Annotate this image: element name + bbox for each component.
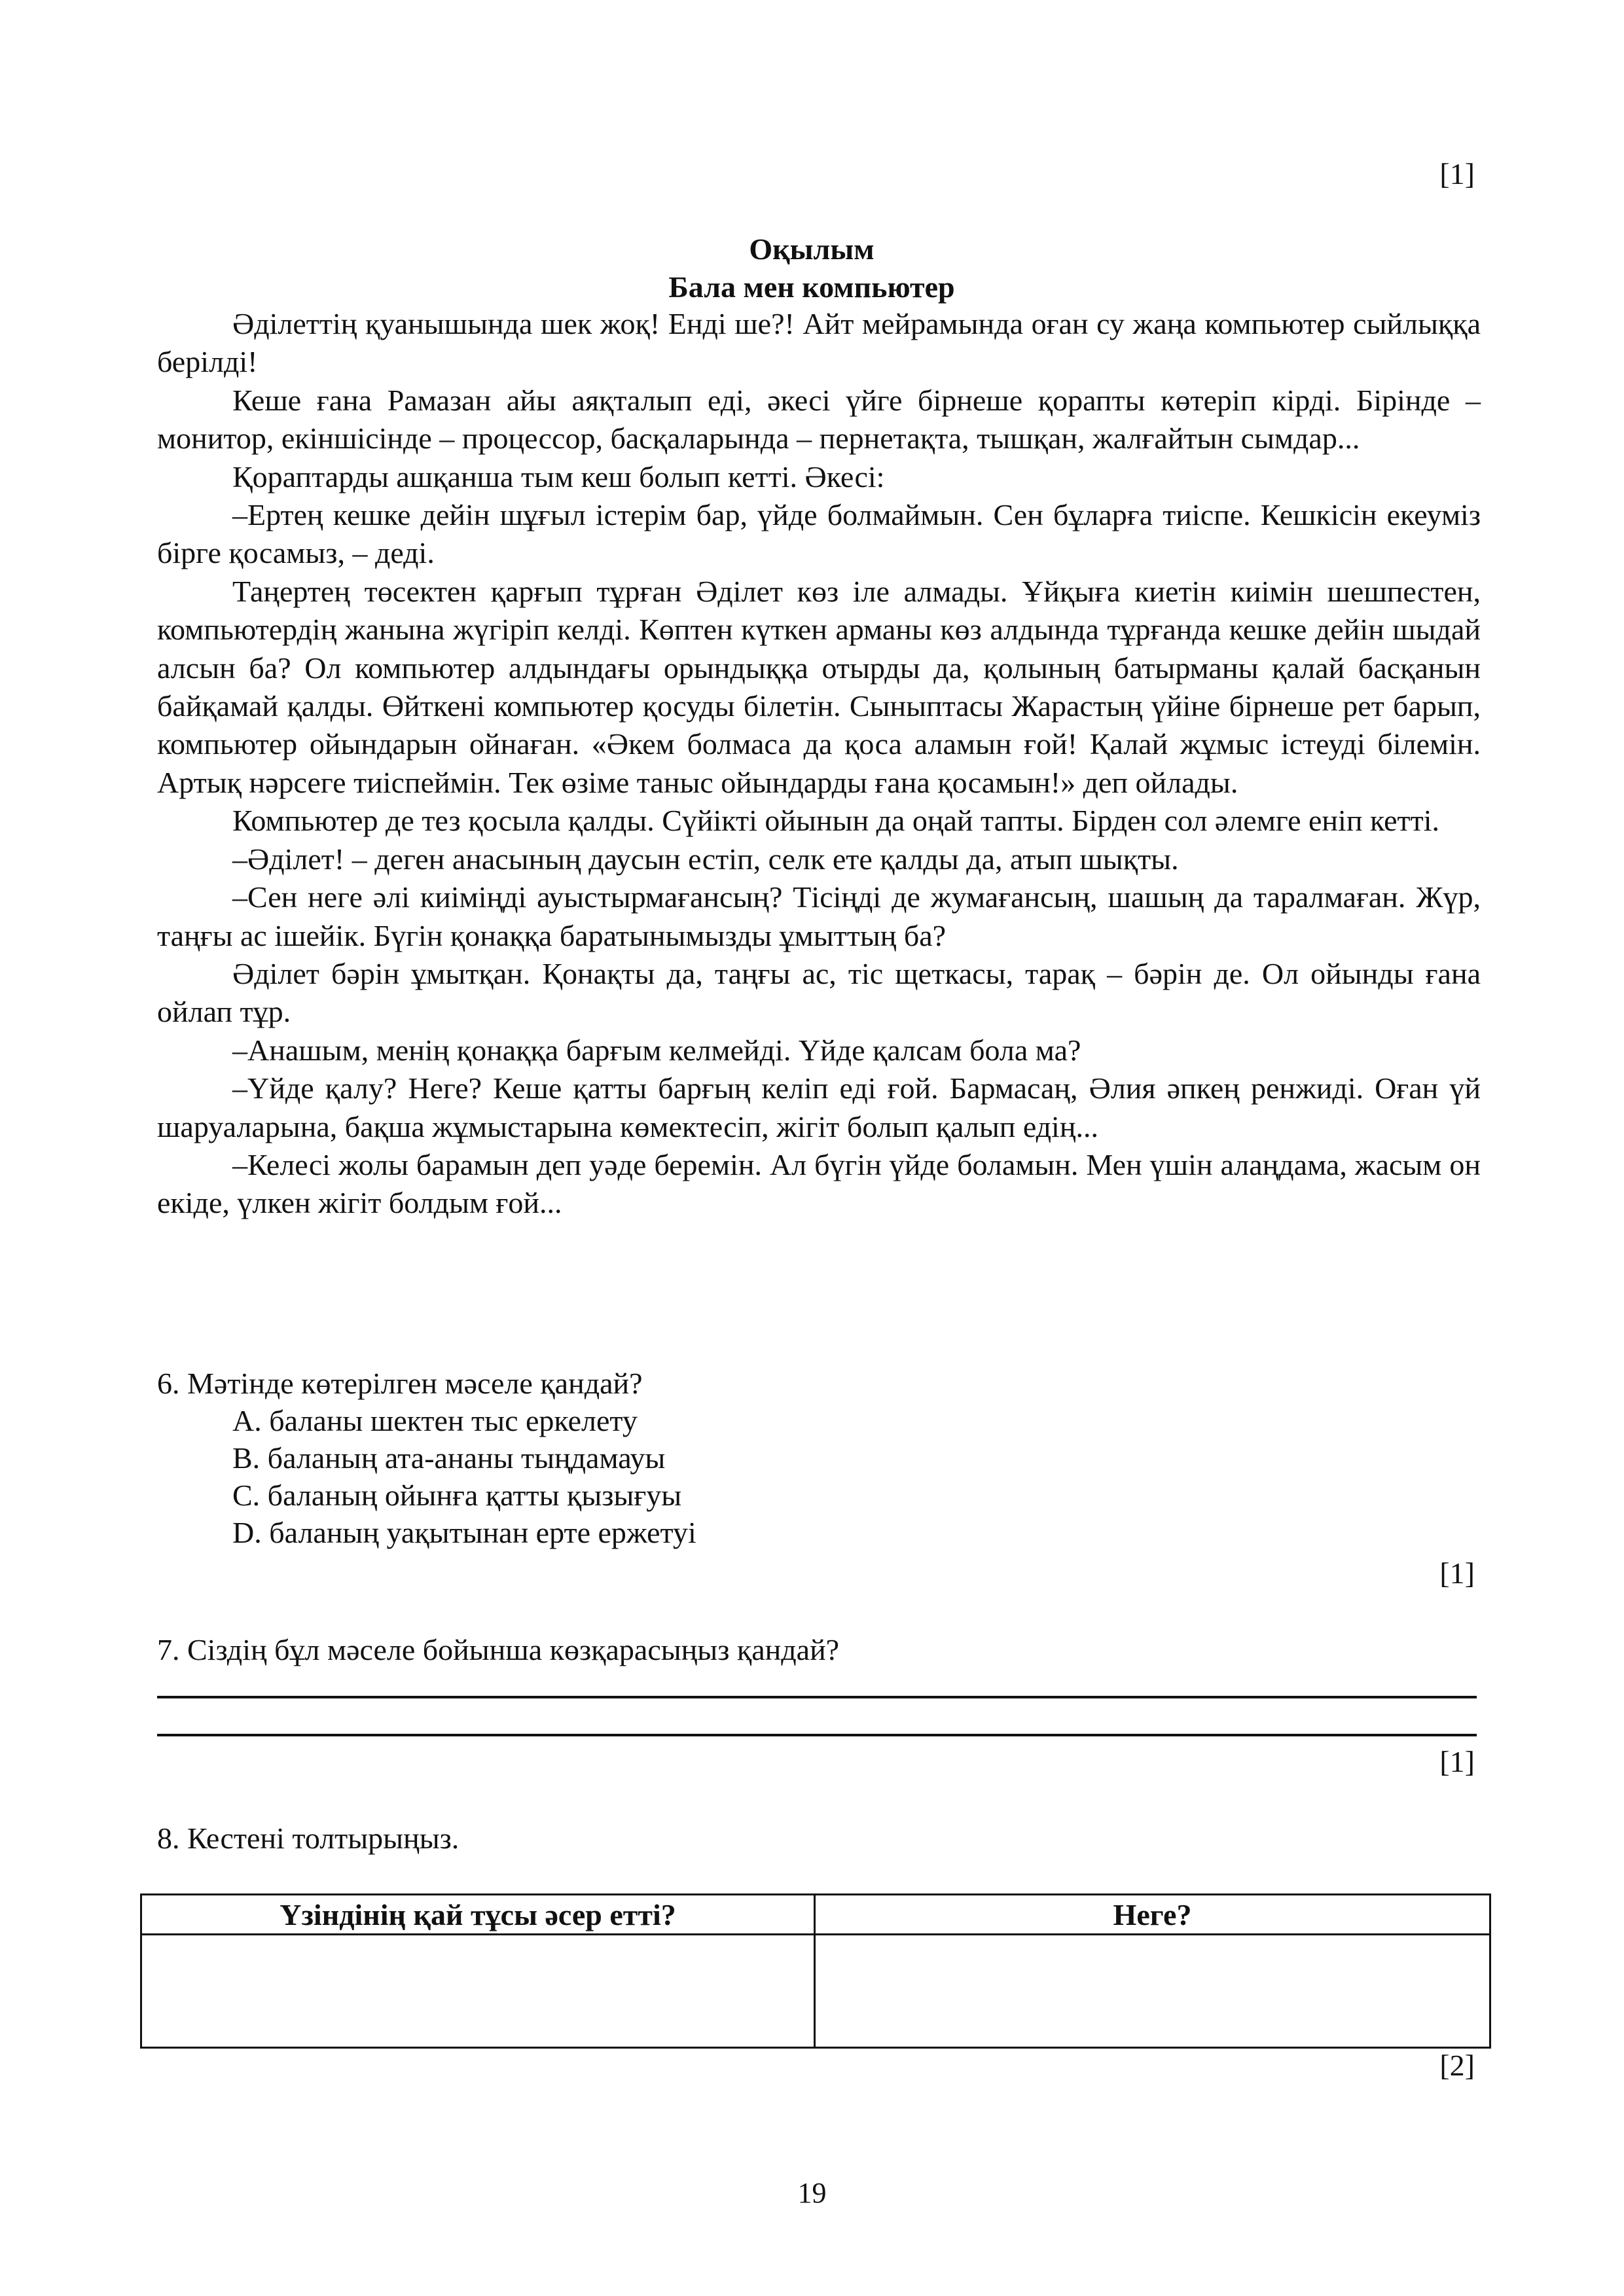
section-title: Оқылым (749, 232, 875, 266)
score-mark-top: [1] (1439, 157, 1475, 190)
story-paragraph: Таңертең төсектен қарғып тұрған Әділет көз іле алмады. Ұйқыға киетін киімін шешпестен, компьютердің жанына жүгіріп келді. Көптен күткен арманы көз алдында тұрғанда кешке дейін шыдай алсын ба? Ол компьютер алдындағы орындыққа отырды да, қолының батырманы қалай басқанын байқамай қалды. Өйткені компьютер қосуды білетін. Сыныптасы Жарастың үйіне бірнеше рет барып, компьютер ойындарын ойнаған. «Әкем болмаса да қоса аламын ғой! Қалай жұмыс істеуді білемін. Артық нәрсеге тиіспеймін. Тек өзіме таныс ойындарды ғана қосамын!» деп ойлады. (157, 574, 1481, 799)
table-header-why: Неге? (815, 1895, 1490, 1935)
question-6-option-a: A. баланы шектен тыс еркелету (232, 1404, 638, 1437)
story-paragraph: –Сен неге әлі киіміңді ауыстырмағансың? Тісіңді де жумағансың, шашың да таралмаған. Жүр, таңғы ас ішейік. Бүгін қонаққа баратынымызды ұмыттың ба? (157, 880, 1481, 952)
table-answer-row (141, 1935, 1490, 2048)
table-header-row (141, 1895, 1490, 1935)
story-paragraph: Қораптарды ашқанша тым кеш болып кетті. Әкесі: (232, 459, 885, 493)
table-header-passage: Үзіндінің қай тұсы әсер етті? (141, 1895, 815, 1935)
page-number: 19 (797, 2177, 827, 2209)
answer-line[interactable] (157, 1734, 1477, 1736)
table-cell-why-answer[interactable] (815, 1935, 1490, 2048)
table-cell-passage-answer[interactable] (141, 1935, 815, 2048)
question-6-option-b: B. баланың ата-ананы тыңдамауы (232, 1441, 666, 1475)
answer-line[interactable] (157, 1696, 1477, 1698)
answer-table (140, 1893, 1491, 2049)
story-paragraph: Кеше ғана Рамазан айы аяқталып еді, әкесі үйге бірнеше қорапты көтеріп кірді. Бірінде – монитор, екіншісінде – процессор, басқаларында – пернетақта, тышқан, жалғайтын сымдар... (157, 383, 1481, 456)
story-paragraph: –Анашым, менің қонаққа барғым келмейді. Үйде қалсам бола ма? (232, 1033, 1081, 1067)
question-8-text: 8. Кестені толтырыңыз. (157, 1821, 460, 1855)
score-mark-q6: [1] (1439, 1556, 1475, 1590)
question-6-option-c: C. баланың ойынға қатты қызығуы (232, 1479, 682, 1512)
story-paragraph: Компьютер де тез қосыла қалды. Сүйікті ойынын да оңай тапты. Бірден сол әлемге еніп кетті. (232, 804, 1440, 838)
story-paragraph: –Келесі жолы барамын деп уәде беремін. Ал бүгін үйде боламын. Мен үшін алаңдама, жасым он екіде, үлкен жігіт болдым ғой... (157, 1147, 1481, 1220)
story-paragraph: Әділет бәрін ұмытқан. Қонақты да, таңғы ас, тіс щеткасы, тарақ – бәрін де. Ол ойынды ғана ойлап тұр. (157, 956, 1481, 1029)
question-7-text: 7. Сіздің бұл мәселе бойынша көзқарасыңыз қандай? (157, 1633, 840, 1666)
text-title: Бала мен компьютер (668, 270, 955, 304)
story-paragraph: –Ертең кешке дейін шұғыл істерім бар, үйде болмаймын. Сен бұларға тиіспе. Кешкісін екеуміз бірге қосамыз, – деді. (157, 498, 1481, 570)
question-6-text: 6. Мәтінде көтерілген мәселе қандай? (157, 1367, 643, 1400)
score-mark-q8: [2] (1439, 2049, 1475, 2082)
story-paragraph: –Әділет! – деген анасының даусын естіп, селк ете қалды да, атып шықты. (232, 842, 1179, 876)
story-text (157, 305, 1481, 1223)
story-paragraph: –Үйде қалу? Неге? Кеше қатты барғың келіп еді ғой. Бармасаң, Әлия әпкең ренжиді. Оған үй шаруаларына, бақша жұмыстарына көмектесіп, жігіт болып қалып едің... (157, 1071, 1481, 1143)
story-paragraph: Әділеттің қуанышында шек жоқ! Енді ше?! Айт мейрамында оған су жаңа компьютер сыйлыққа берілді! (157, 307, 1481, 379)
question-6-option-d: D. баланың уақытынан ерте ержетуі (232, 1516, 696, 1549)
score-mark-q7: [1] (1439, 1745, 1475, 1778)
